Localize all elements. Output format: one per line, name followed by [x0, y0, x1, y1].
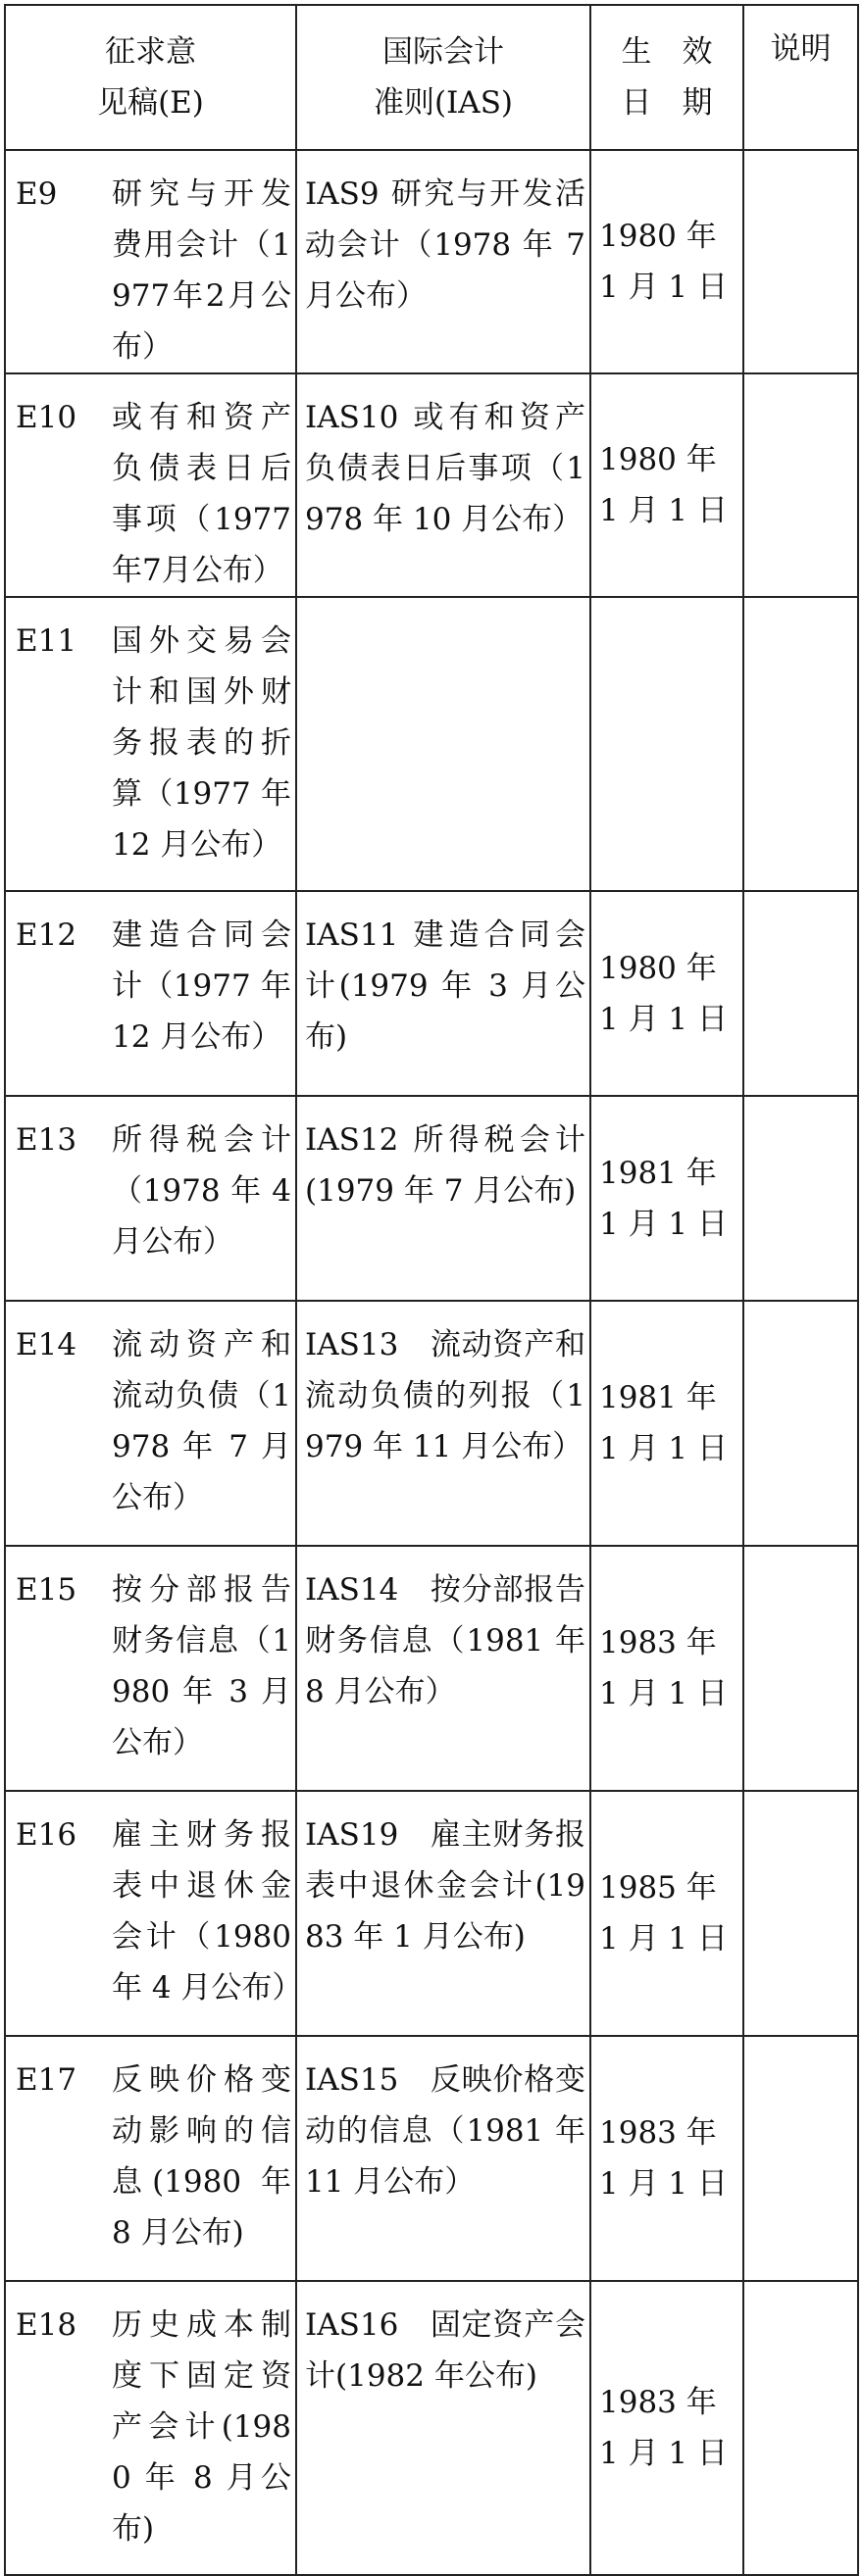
ias-title: IAS15 反映价格变动的信息（1981 年 11 月公布） [305, 2062, 585, 2200]
exposure-draft-title: 所得税会计（1978 年 4 月公布） [112, 1122, 291, 1260]
exposure-draft-title: 按分部报告财务信息（1980 年 3 月公布） [112, 1572, 291, 1760]
exposure-draft-code: E9 [16, 176, 58, 212]
effective-date: 1983 年 1 月 1 日 [599, 1625, 729, 1711]
ias-title: IAS9 研究与开发活动会计（1978 年 7 月公布） [305, 176, 585, 314]
note-cell [743, 150, 858, 373]
table-row [5, 1546, 858, 1791]
header-effective-date [590, 5, 743, 150]
effective-date-cell [590, 1791, 743, 2036]
ias-cell [296, 2036, 590, 2281]
exposure-draft-code: E15 [16, 1572, 77, 1608]
exposure-draft-cell [5, 2281, 296, 2575]
ias-title: IAS19 雇主财务报表中退休金会计(1983 年 1 月公布) [305, 1817, 585, 1955]
exposure-draft-title: 反映价格变动影响的信息(1980 年 8 月公布) [112, 2062, 291, 2251]
header-line: 日 期 [621, 85, 713, 121]
ias-cell [296, 1301, 590, 1546]
note-cell [743, 597, 858, 891]
ias-cell [296, 891, 590, 1096]
note-cell [743, 2281, 858, 2575]
effective-date-cell [590, 1301, 743, 1546]
table-header-row [5, 5, 858, 150]
note-cell [743, 1791, 858, 2036]
effective-date: 1985 年 1 月 1 日 [599, 1870, 729, 1957]
table-row [5, 1301, 858, 1546]
header-note [743, 5, 858, 150]
header-line: 国际会计 [382, 34, 504, 70]
ias-cell [296, 2281, 590, 2575]
exposure-draft-code: E11 [16, 623, 77, 659]
effective-date-cell [590, 2281, 743, 2575]
ias-title: IAS14 按分部报告财务信息（1981 年 8 月公布） [305, 1572, 585, 1709]
note-cell [743, 2036, 858, 2281]
effective-date: 1983 年 1 月 1 日 [599, 2385, 729, 2471]
effective-date: 1983 年 1 月 1 日 [599, 2115, 729, 2202]
table-row [5, 1096, 858, 1301]
note-cell [743, 373, 858, 597]
effective-date-cell [590, 597, 743, 891]
header-ias [296, 5, 590, 150]
table-body [5, 150, 858, 2575]
exposure-draft-code: E18 [16, 2307, 77, 2343]
exposure-draft-cell [5, 1791, 303, 2036]
exposure-draft-cell [5, 1096, 296, 1301]
header-line: 准则(IAS) [373, 85, 514, 121]
ias-title: IAS16 固定资产会计(1982 年公布) [305, 2307, 585, 2394]
exposure-draft-cell [5, 1301, 296, 1546]
note-cell [743, 1301, 858, 1546]
ias-cell [296, 1546, 590, 1791]
effective-date: 1981 年 1 月 1 日 [599, 1155, 729, 1242]
exposure-draft-cell [5, 373, 296, 597]
exposure-draft-code: E16 [16, 1817, 77, 1853]
exposure-draft-cell [5, 150, 296, 373]
table-row [5, 597, 858, 891]
exposure-draft-title: 或有和资产负债表日后事项（1977年7月公布） [112, 400, 291, 588]
header-exposure-draft [5, 5, 296, 150]
effective-date: 1980 年 1 月 1 日 [599, 442, 729, 528]
effective-date-cell [590, 373, 743, 597]
header-line: 见稿(E) [97, 85, 204, 121]
effective-date: 1981 年 1 月 1 日 [599, 1380, 729, 1466]
effective-date: 1980 年 1 月 1 日 [599, 219, 729, 305]
table-row [5, 150, 858, 373]
exposure-draft-cell [5, 597, 296, 891]
exposure-draft-title: 国外交易会计和国外财务报表的折算（1977 年 12 月公布） [112, 623, 291, 863]
ias-title: IAS10 或有和资产负债表日后事项（1978 年 10 月公布） [305, 400, 585, 537]
exposure-draft-cell [5, 2036, 296, 2281]
exposure-draft-code: E10 [16, 400, 77, 435]
ias-title: IAS12 所得税会计(1979 年 7 月公布) [305, 1122, 585, 1209]
exposure-draft-cell [5, 1546, 296, 1791]
exposure-draft-code: E13 [16, 1122, 77, 1158]
ias-cell [296, 150, 590, 373]
header-line: 征求意 [105, 34, 196, 70]
ias-cell [296, 1096, 590, 1301]
effective-date-cell [590, 150, 743, 373]
effective-date-cell [590, 1546, 743, 1791]
exposure-draft-cell [5, 891, 296, 1096]
ias-cell [296, 373, 590, 597]
exposure-draft-code: E14 [16, 1327, 77, 1362]
table-row [5, 373, 858, 597]
table-row [5, 1791, 858, 2036]
ias-title: IAS11 建造合同会计(1979 年 3 月公布) [305, 917, 585, 1055]
exposure-draft-title: 流动资产和流动负债（1978 年 7 月公布） [112, 1327, 291, 1515]
header-line: 说明 [770, 31, 832, 67]
ias-cell [296, 1791, 590, 2036]
effective-date-cell [590, 1096, 743, 1301]
exposure-draft-code: E12 [16, 917, 77, 953]
exposure-draft-title: 历史成本制度下固定资产会计(1980 年 8 月公布) [112, 2307, 291, 2547]
ias-title: IAS13 流动资产和流动负债的列报（1979 年 11 月公布） [305, 1327, 585, 1464]
note-cell [743, 1096, 858, 1301]
effective-date: 1980 年 1 月 1 日 [599, 950, 729, 1037]
exposure-draft-title: 建造合同会计（1977 年 12 月公布） [112, 917, 291, 1055]
table-row [5, 891, 858, 1096]
ias-cell [296, 597, 590, 891]
exposure-draft-title: 研究与开发费用会计（1977年2月公布） [112, 176, 291, 365]
exposure-draft-title: 雇主财务报表中退休金会计（1980 年 4 月公布） [112, 1817, 303, 2006]
note-cell [743, 891, 858, 1096]
table-row [5, 2036, 858, 2281]
note-cell [743, 1546, 858, 1791]
effective-date-cell [590, 2036, 743, 2281]
table-row [5, 2281, 858, 2575]
exposure-draft-code: E17 [16, 2062, 77, 2098]
header-line: 生 效 [621, 34, 713, 70]
standards-table [4, 4, 859, 2576]
effective-date-cell [590, 891, 743, 1096]
